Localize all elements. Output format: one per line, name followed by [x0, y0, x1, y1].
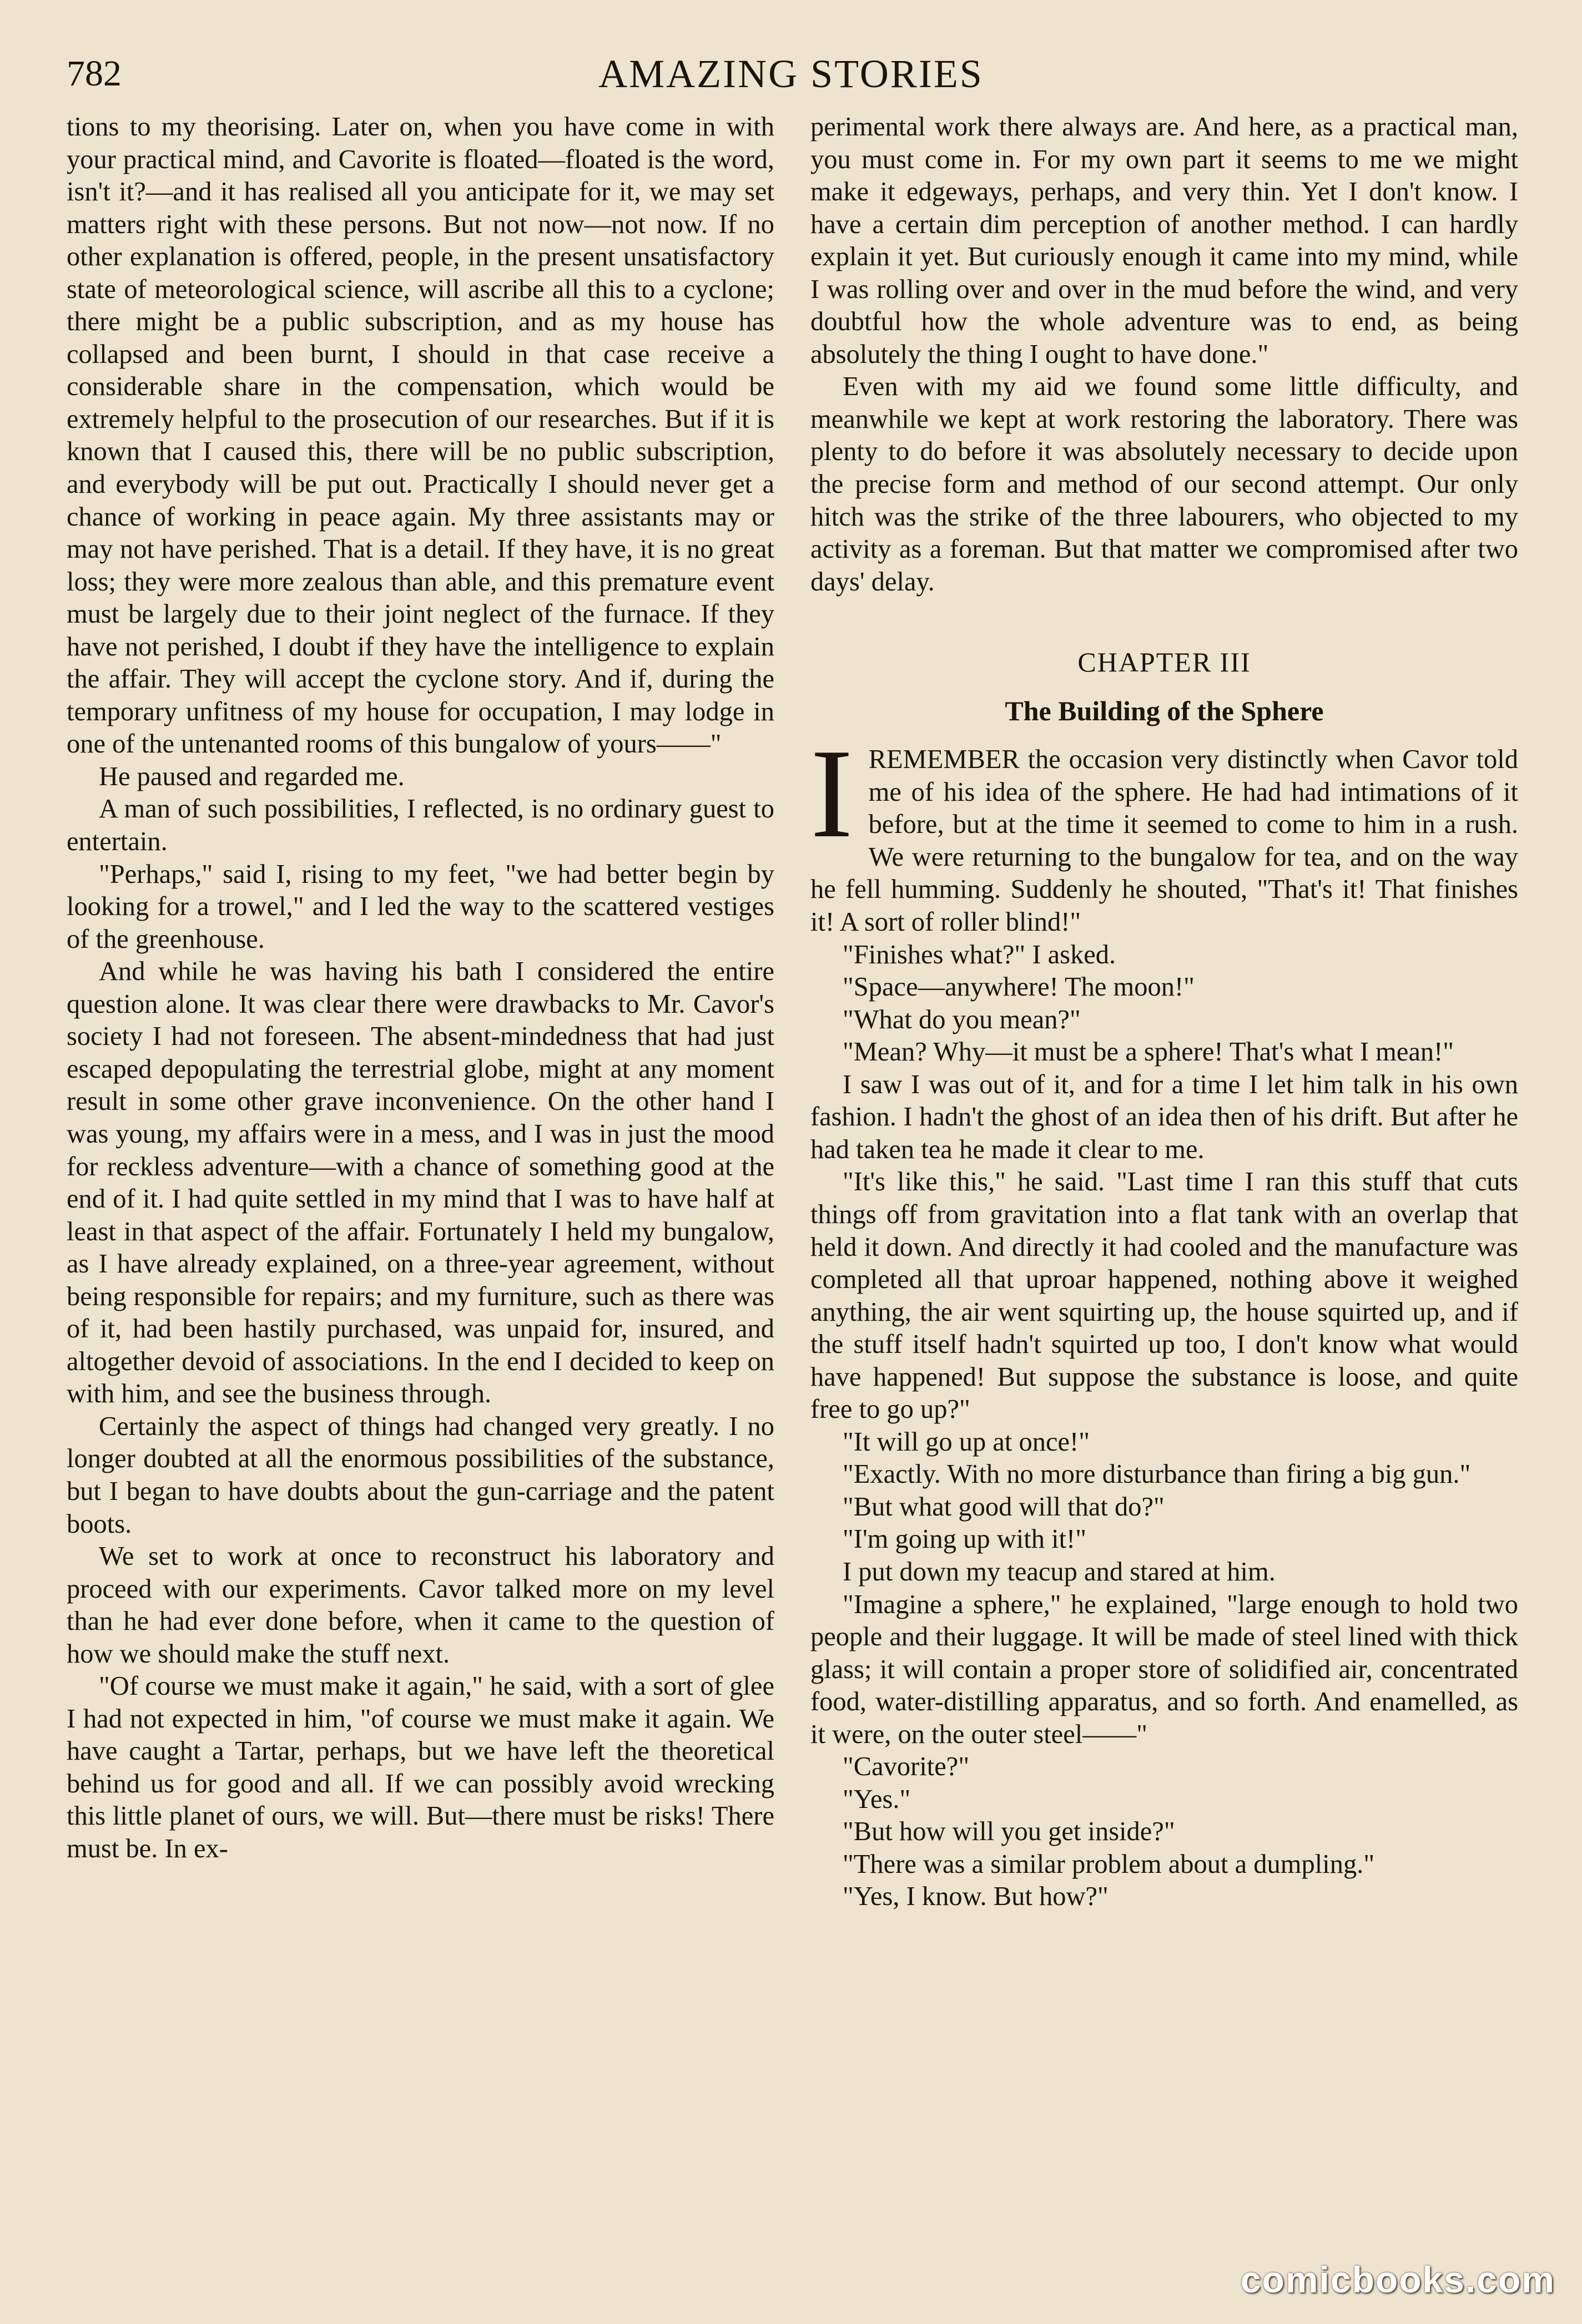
opening-words: REMEMBER	[868, 745, 1020, 775]
chapter-opening-paragraph	[810, 723, 1518, 938]
chapter-number: CHAPTER III	[1077, 646, 1251, 678]
paragraph: "I'm going up with it!"	[843, 1524, 1087, 1554]
paragraph: "There was a similar problem about a dumpling."	[843, 1849, 1375, 1879]
paragraph: "Perhaps," said I, rising to my feet, "we had better begin by looking for a trowel," and I led the way to the scattered vestiges of the greenhouse.	[67, 859, 774, 954]
drop-cap: I	[810, 723, 853, 865]
paragraph: And while he was having his bath I considered the entire question alone. It was clear there were drawbacks to Mr. Cavor's society I had not foreseen. The absent-mindedness that had just escaped depopulating the terrestrial globe, might at any moment result in some other grave inconvenience. On the other hand I was young, my affairs were in a mess, and I was in just the mood for reckless adventure—with a chance of something good at the end of it. I had quite settled in my mind that I was to have half at least in that aspect of the affair. Fortunately I held my bungalow, as I have already explained, on a three-year agreement, without being responsible for repairs; and my furniture, such as there was of it, had been hastily purchased, was unpaid for, insured, and altogether devoid of associations. In the end I decided to keep on with him, and see the business through.	[67, 957, 774, 1409]
right-column	[810, 111, 1518, 2286]
paragraph: "But how will you get inside?"	[843, 1817, 1175, 1847]
paragraph: perimental work there always are. And here, as a practical man, you must come in. For my own part it seems to me we might make it edgeways, perhaps, and very thin. Yet I don't know. I have a certain dim perception of another method. I can hardly explain it yet. But curiously enough it came into my mind, while I was rolling over and over in the mud before the wind, and very doubtful how the whole adventure was to end, as being absolutely the thing I ought to have done."	[810, 112, 1518, 369]
paragraph: "It will go up at once!"	[843, 1427, 1090, 1457]
paragraph: He paused and regarded me.	[99, 761, 405, 791]
paragraph: Even with my aid we found some little difficulty, and meanwhile we kept at work restoring the laboratory. There was plenty to do before it was absolutely necessary to decide upon the precise form and method of our second attempt. Our only hitch was the strike of the three labourers, who objected to my activity as a foreman. But that matter we compromised after two days' delay.	[810, 372, 1518, 597]
watermark: comicbooks.com	[1240, 2259, 1555, 2300]
paragraph: "Imagine a sphere," he explained, "large enough to hold two people and their luggage. It will be made of steel lined with thick glass; it will contain a proper store of solidified air, concentrated food, water-distilling apparatus, and so forth. And enamelled, as it were, on the outer steel——"	[810, 1589, 1518, 1749]
paragraph: We set to work at once to reconstruct his laboratory and proceed with our experiments. Cavor talked more on my level than he had ever done before, when it came to the question of how we should make the stuff next.	[67, 1542, 774, 1669]
page-number: 782	[67, 53, 122, 94]
paragraph: I put down my teacup and stared at him.	[843, 1557, 1276, 1587]
page-header	[67, 49, 1515, 99]
paragraph: "Exactly. With no more disturbance than firing a big gun."	[843, 1459, 1471, 1489]
left-column	[67, 111, 774, 2286]
paragraph: "Yes, I know. But how?"	[843, 1882, 1109, 1912]
paragraph: "Mean? Why—it must be a sphere! That's what I mean!"	[843, 1037, 1454, 1067]
paragraph: "But what good will that do?"	[843, 1492, 1165, 1522]
paragraph: "Finishes what?" I asked.	[843, 939, 1116, 969]
paragraph: "Cavorite?"	[843, 1752, 970, 1782]
running-head: AMAZING STORIES	[598, 52, 984, 96]
paragraph: tions to my theorising. Later on, when you have come in with your practical mind, and Cavorite is floated—floated is the word, isn't it?—and it has realised all you anticipate for it, we may set matters right with these persons. But not now—not now. If no other explanation is offered, people, in the present unsatisfactory state of meteorological science, will ascribe all this to a cyclone; there might be a public subscription, and as my house has collapsed and been burnt, I should in that case receive a considerable share in the compensation, which would be extremely helpful to the prosecution of our researches. But if it is known that I caused this, there will be no public subscription, and everybody will be put out. Practically I should never get a chance of working in peace again. My three assistants may or may not have perished. That is a detail. If they have, it is no great loss; they were more zealous than able, and this premature event must be largely due to their joint neglect of the furnace. If they have not perished, I doubt if they have the intelligence to explain the affair. They will accept the cyclone story. And if, during the temporary unfitness of my house for occupation, I may lodge in one of the untenanted rooms of this bungalow of yours——"	[67, 112, 774, 759]
opening-text: the occasion very distinctly when Cavor told me of his idea of the sphere. He had had intimations of it before, but at the time it seemed to come to him in a rush. We were returning to the bungalow for tea, and on the way he fell humming. Suddenly he shouted, "That's it! That finishes it! A sort of roller blind!"	[810, 745, 1518, 937]
paragraph: A man of such possibilities, I reflected, is no ordinary guest to entertain.	[67, 794, 774, 857]
paragraph: Certainly the aspect of things had changed very greatly. I no longer doubted at all the enormous possibilities of the substance, but I began to have doubts about the gun-carriage and the patent boots.	[67, 1411, 774, 1539]
paragraph: I saw I was out of it, and for a time I let him talk in his own fashion. I hadn't the ghost of an idea then of his drift. But after he had taken tea he made it clear to me.	[810, 1069, 1518, 1164]
paragraph: "Yes."	[843, 1784, 911, 1814]
chapter-title: The Building of the Sphere	[1005, 695, 1324, 726]
paragraph: "What do you mean?"	[843, 1004, 1081, 1034]
paragraph: "It's like this," he said. "Last time I ran this stuff that cuts things off from gravitation into a flat tank with an overlap that held it down. And directly it had cooled and the manufacture was completed all that uproar happened, nothing above it weighed anything, the air went squirting up, the house squirted up, and if the stuff itself hadn't squirted up too, I don't know what would have happened! But suppose the substance is loose, and quite free to go up?"	[810, 1167, 1518, 1424]
paragraph: "Of course we must make it again," he said, with a sort of glee I had not expected in him, "of course we must make it again. We have caught a Tartar, perhaps, but we have left the theoretical behind us for good and all. If we can possibly avoid wrecking this little planet of ours, we will. But—there must be risks! There must be. In ex-	[67, 1671, 774, 1863]
paragraph: "Space—anywhere! The moon!"	[843, 972, 1195, 1002]
